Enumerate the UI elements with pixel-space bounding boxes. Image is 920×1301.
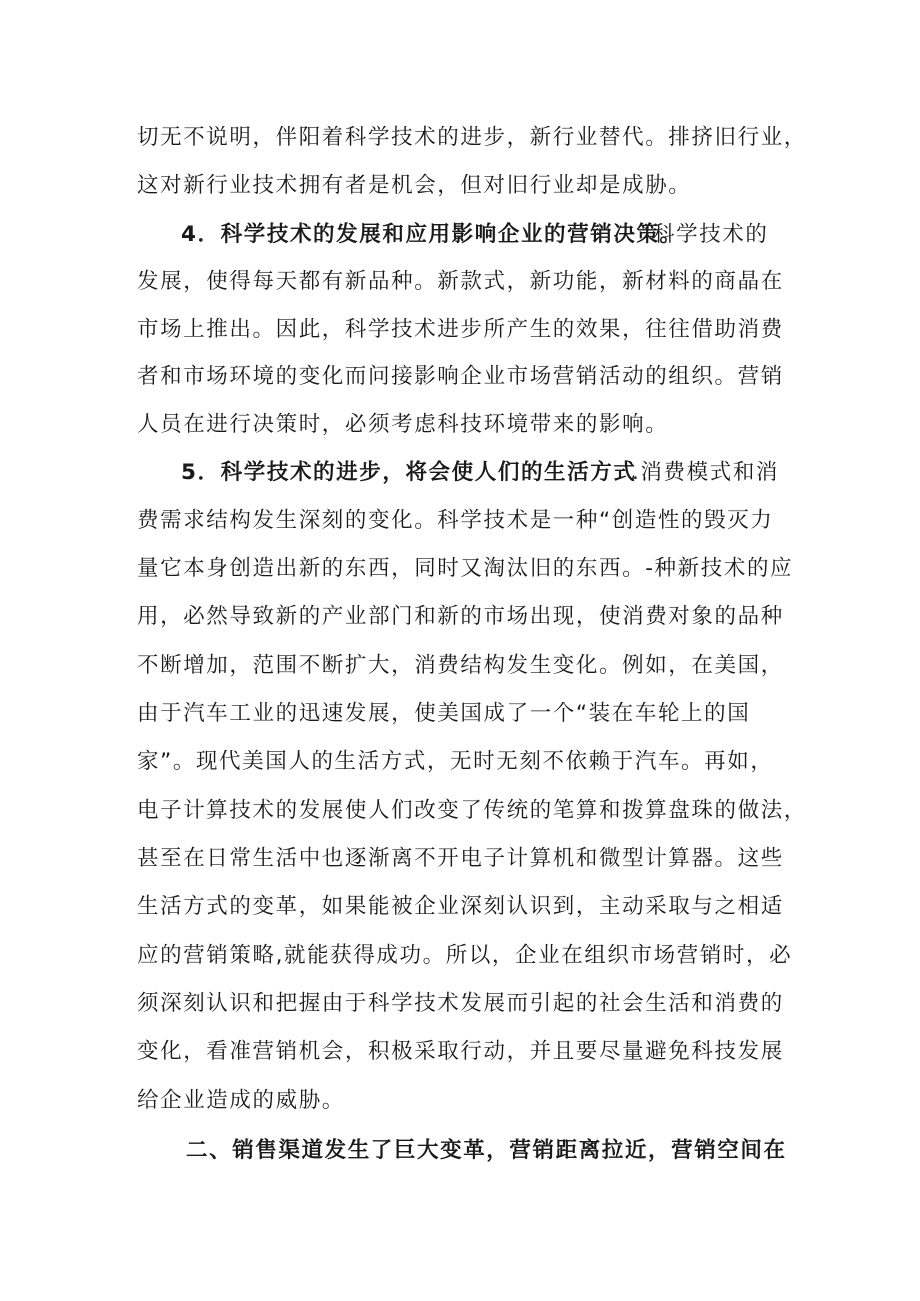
text-line: 应的营销策略,就能获得成功。所以，企业在组织市场营销时，必 bbox=[137, 943, 793, 968]
text-line: 家”。现代美国人的生活方式，无时无刻不依赖于汽车。再如， bbox=[137, 749, 774, 774]
section-heading-4: 4．科学技术的发展和应用影响企业的营销决策。 bbox=[181, 222, 683, 247]
text-line: 由于汽车工业的迅速发展，使美国成了一个“装在车轮上的国 bbox=[137, 701, 751, 726]
text-line: 市场上推出。因此，科学技术进步所产生的效果，往往借助消费 bbox=[137, 317, 784, 342]
text-line: 生活方式的变革，如果能被企业深刻认识到，主动采取与之相适 bbox=[137, 894, 784, 919]
text-line: 变化，看准营销机会，积极采取行动，并且要尽量避免科技发展 bbox=[137, 1039, 784, 1064]
text-line: 须深刻认识和把握由于科学技术发展而引起的社会生活和消费的 bbox=[137, 991, 784, 1016]
text-line: 发展，使得每天都有新品种。新款式，新功能，新材料的商晶在 bbox=[137, 269, 784, 294]
text-line: 这对新行业技术拥有者是机会，但对旧行业却是成胁。 bbox=[137, 173, 692, 198]
text-line: 人员在进行决策时，必须考虑科技环境带来的影响。 bbox=[137, 412, 669, 437]
text-line: 量它本身创造出新的东西，同时又淘汰旧的东西。-种新技术的应 bbox=[137, 556, 794, 581]
text-line: .消费模式和消 bbox=[632, 460, 780, 485]
text-line: 费需求结构发生深刻的变化。科学技术是一种“创造性的毁灭力 bbox=[137, 508, 774, 533]
text-line: 甚至在日常生活中也逐渐离不开电子计算机和微型计算器。这些 bbox=[137, 846, 784, 871]
text-line: 不断增加，范围不断扩大，消费结构发生变化。例如，在美国， bbox=[137, 653, 784, 678]
text-line: 者和市场环境的变化而问接影响企业市场营销活动的组织。营销 bbox=[137, 364, 784, 389]
text-line: 用，必然导致新的产业部门和新的市场出现，使消费对象的品种 bbox=[137, 604, 784, 629]
text-line: 电子计算技术的发展使人们改变了传统的笔算和拨算盘珠的做法， bbox=[137, 798, 807, 823]
text-line: 给企业造成的威胁。 bbox=[137, 1088, 345, 1113]
text-line: 切无不说明，伴阳着科学技术的进步，新行业替代。排挤旧行业， bbox=[137, 125, 807, 150]
text-line: 科学技术的 bbox=[653, 222, 769, 247]
section-heading-2: 二、销售渠道发生了巨大变革，营销距离拉近，营销空间在 bbox=[186, 1138, 787, 1163]
section-heading-5: 5．科学技术的进步，将会使人们的生活方式 bbox=[181, 460, 637, 485]
